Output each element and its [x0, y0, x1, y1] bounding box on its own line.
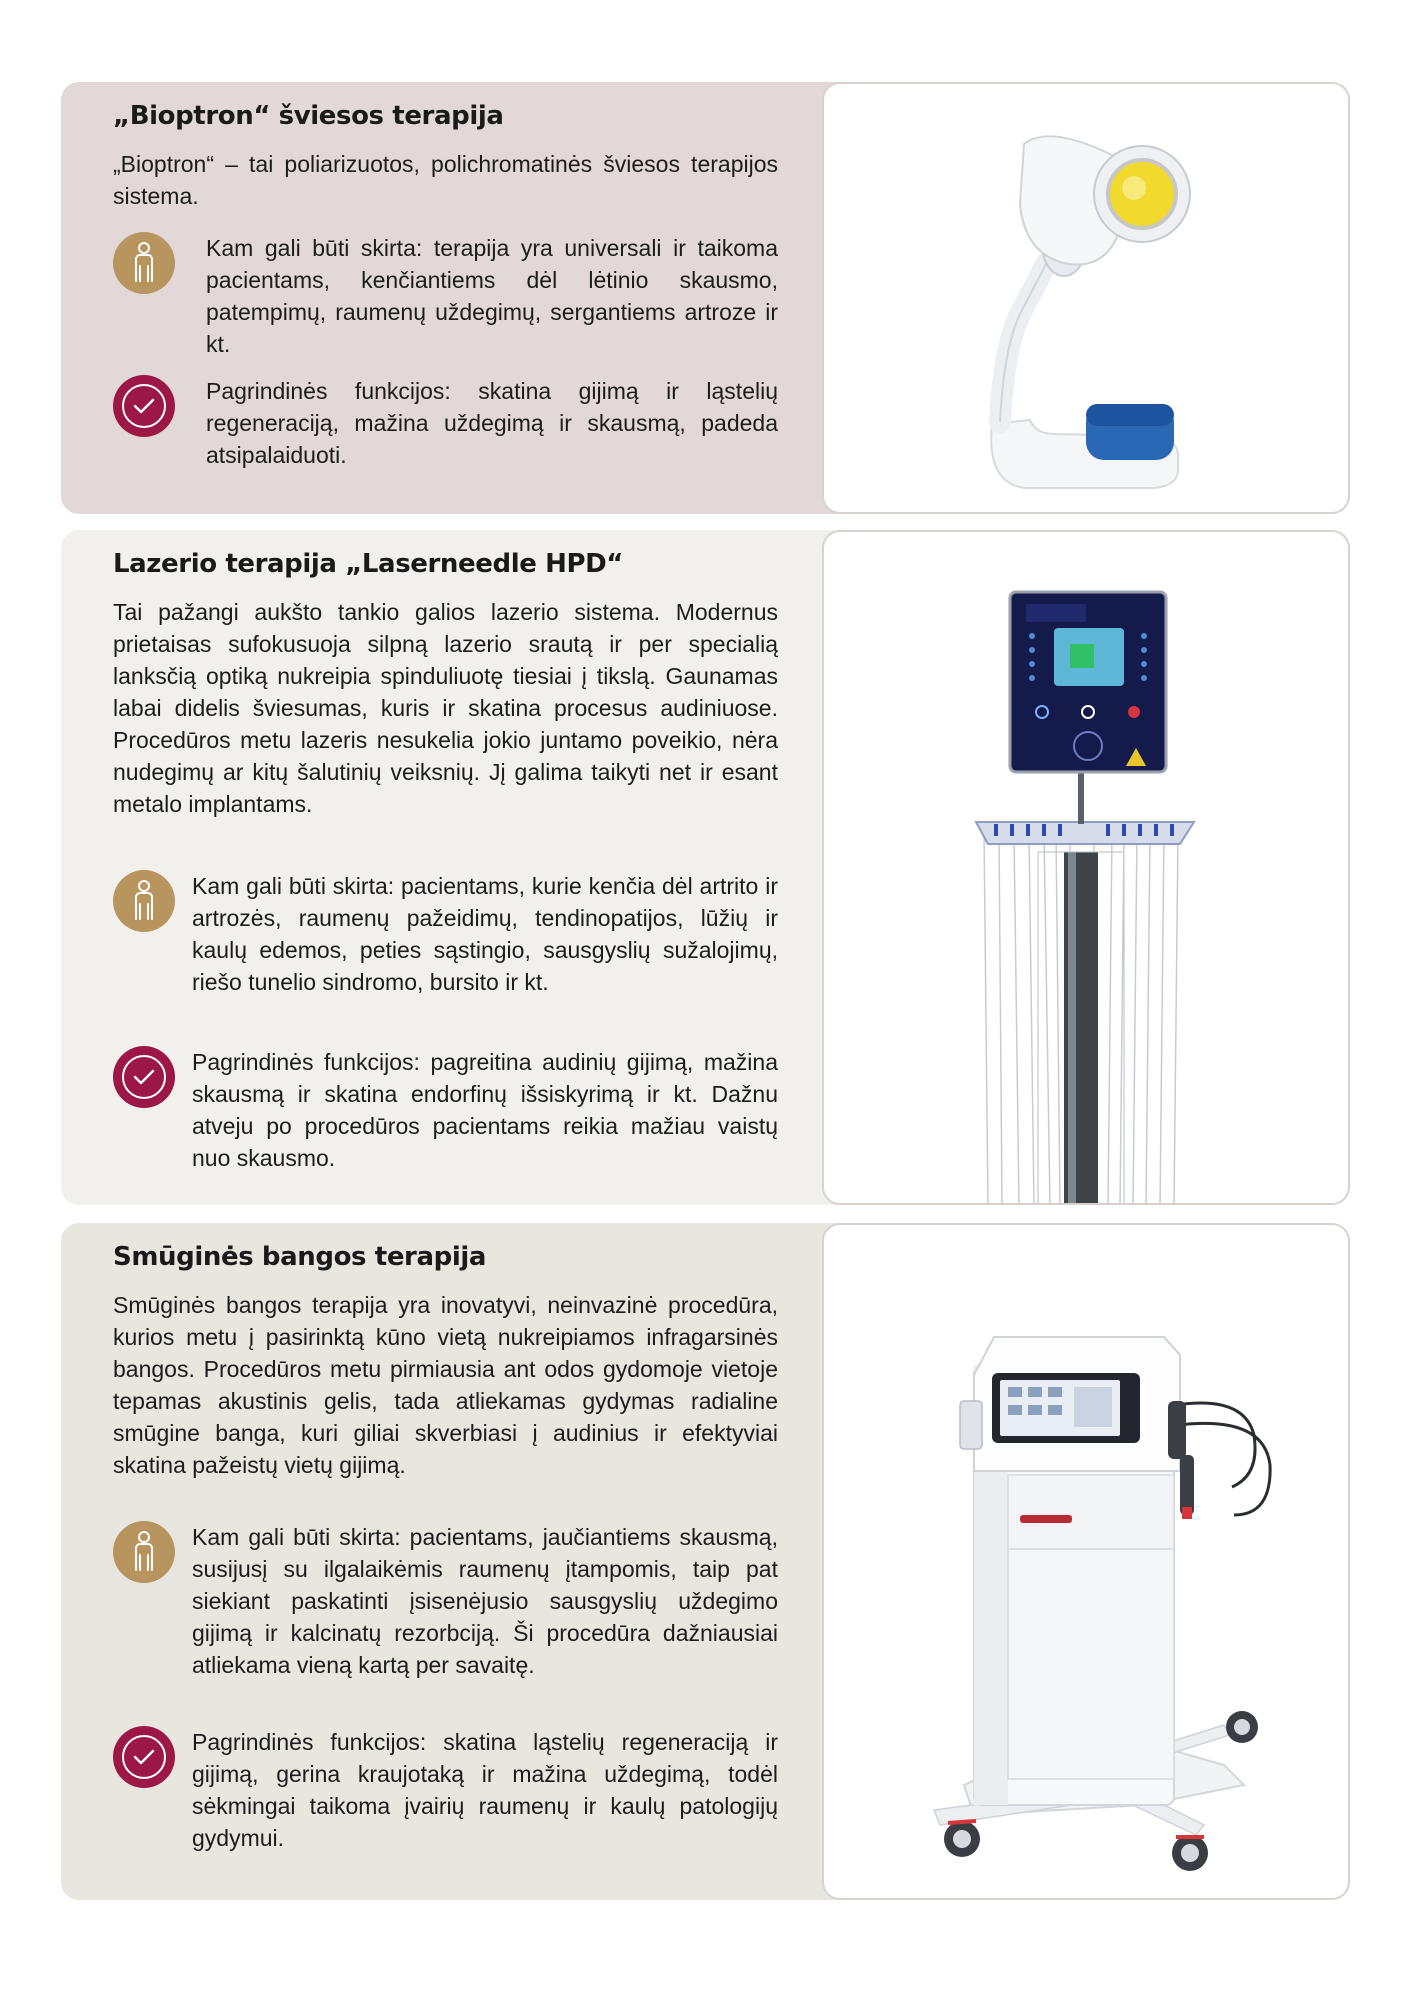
checkmark-icon	[113, 375, 175, 437]
checkmark-icon	[113, 1046, 175, 1108]
therapy-card-bioptron	[61, 82, 1350, 514]
functions-row	[113, 375, 778, 475]
section-title: Lazerio terapija „Laserneedle HPD“	[113, 549, 623, 579]
therapy-card-laserneedle	[61, 530, 1350, 1205]
shockwave-device-image	[822, 1223, 1350, 1900]
section-intro: Smūginės bangos terapija yra inovatyvi, neinvazinė procedūra, kurios metu į pasirinktą kūno vietą nukreipiamos infragarsinės bangos. Procedūros metu pirmiausia ant odos gydomoje vietoje tepamas akustinis gelis, tada atliekamas gydymas radialine smūgine banga, kuri giliai skverbiasi į audinius ir efektyviai skatina pažeistų vietų gijimą.	[113, 1292, 778, 1478]
person-icon	[113, 1521, 175, 1583]
section-intro: Tai pažangi aukšto tankio galios lazerio sistema. Modernus prietaisas sufokusuoja silpną lazerio srautą ir per specialią lanksčią optiką nukreipia spinduliuotę tiesiai į tikslą. Gaunamas labai didelis šviesumas, kuris ir skatina procesus audiniuose. Procedūros metu lazeris nesukelia jokio juntamo poveikio, nėra nudegimų ar kitų šalutinių veiksnių. Jį galima taikyti net ir esant metalo implantams.	[113, 599, 778, 817]
section-title: Smūginės bangos terapija	[113, 1242, 486, 1272]
bioptron-lamp-image	[822, 82, 1350, 514]
therapy-card-shockwave	[61, 1223, 1350, 1900]
suitable-row	[113, 870, 778, 1040]
section-title: „Bioptron“ šviesos terapija	[113, 101, 504, 131]
suitable-text: Kam gali būti skirta: terapija yra universali ir taikoma pacientams, kenčiantiems dėl lėtinio skausmo, patempimų, raumenų uždegimų, sergantiems artroze ir kt.	[206, 235, 778, 357]
suitable-text: Kam gali būti skirta: pacientams, jaučiantiems skausmą, susijusį su ilgalaikėmis raumenų įtampomis, taip pat siekiant paskatinti įsisenėjusio sausgyslių uždegimo gijimą ir kalcinatų rezorbciją. Ši procedūra dažniausiai atliekama vieną kartą per savaitę.	[192, 1524, 778, 1678]
person-icon	[113, 232, 175, 294]
functions-text: Pagrindinės funkcijos: skatina ląstelių regeneraciją ir gijimą, gerina kraujotaką ir mažina uždegimą, todėl sėkmingai taikoma įvairių raumenų ir kaulų patologijų gydymui.	[192, 1729, 778, 1851]
functions-text: Pagrindinės funkcijos: pagreitina audinių gijimą, mažina skausmą ir skatina endorfinų išsiskyrimą ir kt. Dažnu atveju po procedūros pacientams reikia mažiau vaistų nuo skausmo.	[192, 1049, 778, 1171]
functions-text: Pagrindinės funkcijos: skatina gijimą ir ląstelių regeneraciją, mažina uždegimą ir skausmą, padeda atsipalaiduoti.	[206, 378, 778, 468]
laserneedle-device-image	[822, 530, 1350, 1205]
functions-row	[113, 1046, 778, 1186]
suitable-row	[113, 232, 778, 362]
person-icon	[113, 870, 175, 932]
checkmark-icon	[113, 1726, 175, 1788]
suitable-text: Kam gali būti skirta: pacientams, kurie kenčia dėl artrito ir artrozės, raumenų pažeidimų, tendinopatijos, lūžių ir kaulų edemos, peties sąstingio, sausgyslių sužalojimų, riešo tunelio sindromo, bursito ir kt.	[192, 873, 778, 995]
section-intro: „Bioptron“ – tai poliarizuotos, polichromatinės šviesos terapijos sistema.	[113, 151, 778, 209]
functions-row	[113, 1726, 778, 1866]
suitable-row	[113, 1521, 778, 1721]
